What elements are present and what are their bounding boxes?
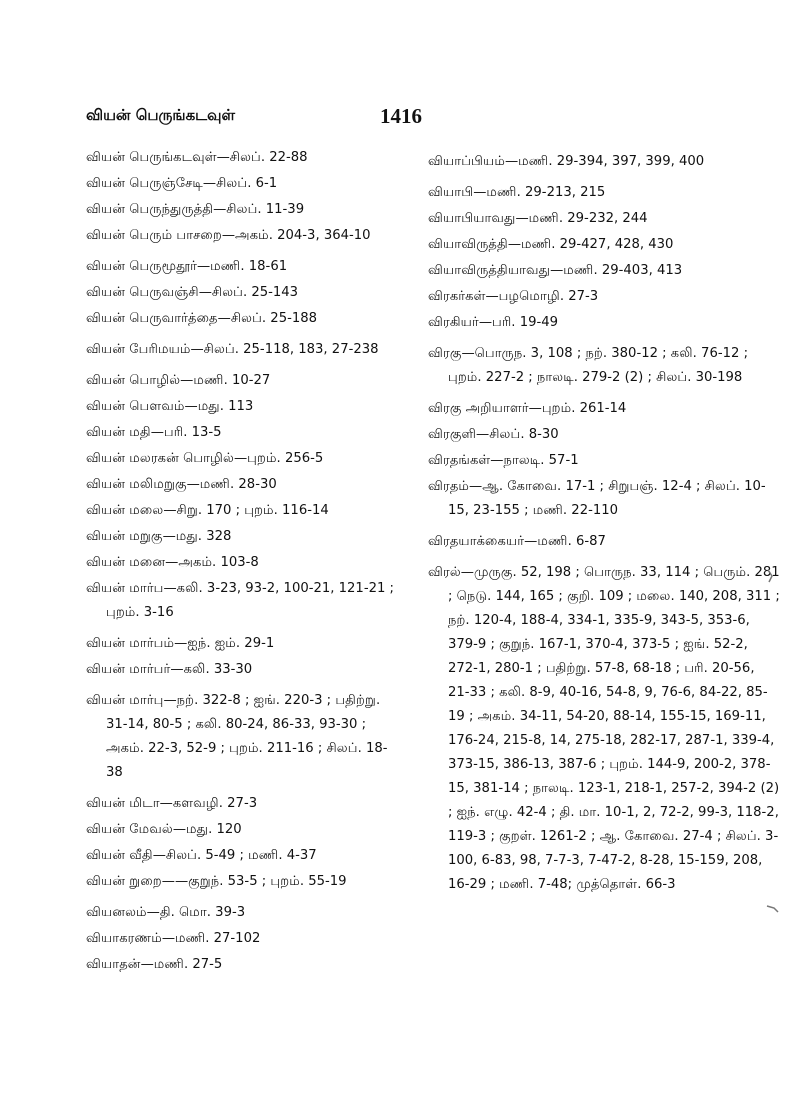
- index-entry: வியன் வீதி—சிலப். 5-49 ; மணி. 4-37: [86, 848, 317, 863]
- index-entry: வியாவிருத்தி—மணி. 29-427, 428, 430: [428, 237, 674, 252]
- index-entry: வியன் பெருமூதூர்—மணி. 18-61: [86, 259, 288, 274]
- index-entry: வியன் மார்பர்—கலி. 33-30: [86, 662, 253, 677]
- index-entry: விரதயாக்கையர்—மணி. 6-87: [428, 534, 606, 549]
- scan-mark: [766, 902, 780, 917]
- index-entry: விரகுளி—சிலப். 8-30: [428, 427, 559, 442]
- index-entry: வியன் மார்ப—கலி. 3-23, 93-2, 100-21, 121-21 ; புறம். 3-16: [86, 581, 395, 620]
- index-entry: வியன் பெருவஞ்சி—சிலப். 25-143: [86, 285, 299, 300]
- index-entry: வியன் பொழில்—மணி. 10-27: [86, 373, 271, 388]
- index-entry: வியன் பெருஞ்சேடி—சிலப். 6-1: [86, 176, 278, 191]
- index-entry: விரல்—முருகு. 52, 198 ; பொருந. 33, 114 ; பெரும். 281 ; நெடு. 144, 165 ; குறி. 109 ; மலை. 140, 208, 311 ; நற். 120-4, 188-4, 334-1, 335-9, 343-5, 353-6, 379-9 ; குறுந். 167-1, 370-4, 373-5 ; ஐங். 52-2, 272-1, 280-1 ; பதிற்று. 57-8, 68-18 ; பரி. 20-56, 21-33 ; கலி. 8-9, 40-16, 54-8, 9, 76-6, 84-22, 85-19 ; அகம். 34-11, 54-20, 88-14, 155-15, 169-11, 176-24, 215-8, 14, 275-18, 282-17, 287-1, 339-4, 373-15, 386-13, 387-6 ; புறம். 144-9, 200-2, 378-15, 381-14 ; நாலடி. 123-1, 218-1, 257-2, 394-2 (2) ; ஐந். எழு. 42-4 ; தி. மா. 10-1, 2, 72-2, 99-3, 118-2, 119-3 ; குறள். 1261-2 ; ஆ. கோவை. 27-4 ; சிலப். 3-100, 6-83, 98, 7-7-3, 7-47-2, 8-28, 15-159, 208, 16-29 ; மணி. 7-48; முத்தொள். 66-3: [428, 565, 780, 892]
- index-entry: வியாகரணம்—மணி. 27-102: [86, 931, 261, 946]
- scan-artifact-icon: [766, 568, 776, 584]
- index-entry: வியன் மறுகு—மது. 328: [86, 529, 232, 544]
- page-number: 1416: [380, 104, 422, 128]
- index-entry: வியாதன்—மணி. 27-5: [86, 957, 223, 972]
- index-entry: வியன் மேவல்—மது. 120: [86, 822, 242, 837]
- index-entry: வியன் பெரும் பாசறை—அகம். 204-3, 364-10: [86, 228, 371, 243]
- index-entry: வியன் மதி—பரி. 13-5: [86, 425, 222, 440]
- index-entry: வியன் மலிமறுகு—மணி. 28-30: [86, 477, 277, 492]
- index-entry: வியன் மலை—சிறு. 170 ; புறம். 116-14: [86, 503, 329, 518]
- scan-mark: [766, 568, 776, 587]
- index-entry: விரகு—பொருந. 3, 108 ; நற். 380-12 ; கலி. 76-12 ; புறம். 227-2 ; நாலடி. 279-2 (2) ; சிலப். 30-198: [428, 346, 749, 385]
- index-entry: விரதங்கள்—நாலடி. 57-1: [428, 453, 579, 468]
- index-entry: வியன் மார்பு—நற். 322-8 ; ஐங். 220-3 ; பதிற்று. 31-14, 80-5 ; கலி. 80-24, 86-33, 93-30 ; அகம். 22-3, 52-9 ; புறம். 211-16 ; சிலப். 18-38: [86, 693, 388, 780]
- index-entry: விரகு அறியாளர்—புறம். 261-14: [428, 401, 627, 416]
- index-entry: வியன் பெருவார்த்தை—சிலப். 25-188: [86, 311, 318, 326]
- index-entry: விரகியர்—பரி. 19-49: [428, 315, 559, 330]
- index-entry: வியன் பேரிமயம்—சிலப். 25-118, 183, 27-238: [86, 342, 379, 357]
- index-entry: வியன் மலரகன் பொழில்—புறம். 256-5: [86, 451, 324, 466]
- right-column: [428, 150, 780, 899]
- left-column: [86, 146, 398, 979]
- index-entry: விரகர்கள்—பழமொழி. 27-3: [428, 289, 599, 304]
- index-entry: வியன் பெருங்கடவுள்—சிலப். 22-88: [86, 150, 308, 165]
- index-entry: வியாபியாவது—மணி. 29-232, 244: [428, 211, 648, 226]
- scan-artifact-icon: [766, 902, 780, 914]
- index-entry: விரதம்—ஆ. கோவை. 17-1 ; சிறுபஞ். 12-4 ; சிலப். 10-15, 23-155 ; மணி. 22-110: [428, 479, 766, 518]
- index-entry: வியன் மார்பம்—ஐந். ஐம். 29-1: [86, 636, 275, 651]
- index-entry: வியன் பெருந்துருத்தி—சிலப். 11-39: [86, 202, 305, 217]
- index-entry: வியன் மனை—அகம். 103-8: [86, 555, 259, 570]
- index-entry: வியன் றுறை——குறுந். 53-5 ; புறம். 55-19: [86, 874, 347, 889]
- running-head: வியன் பெருங்கடவுள்: [86, 106, 235, 124]
- index-entry: வியனலம்—தி. மொ. 39-3: [86, 905, 246, 920]
- index-entry: வியாபி—மணி. 29-213, 215: [428, 185, 606, 200]
- index-entry: வியன் மிடா—களவழி. 27-3: [86, 796, 258, 811]
- index-entry: வியாவிருத்தியாவது—மணி. 29-403, 413: [428, 263, 683, 278]
- index-entry: வியாப்பியம்—மணி. 29-394, 397, 399, 400: [428, 154, 705, 169]
- index-entry: வியன் பௌவம்—மது. 113: [86, 399, 254, 414]
